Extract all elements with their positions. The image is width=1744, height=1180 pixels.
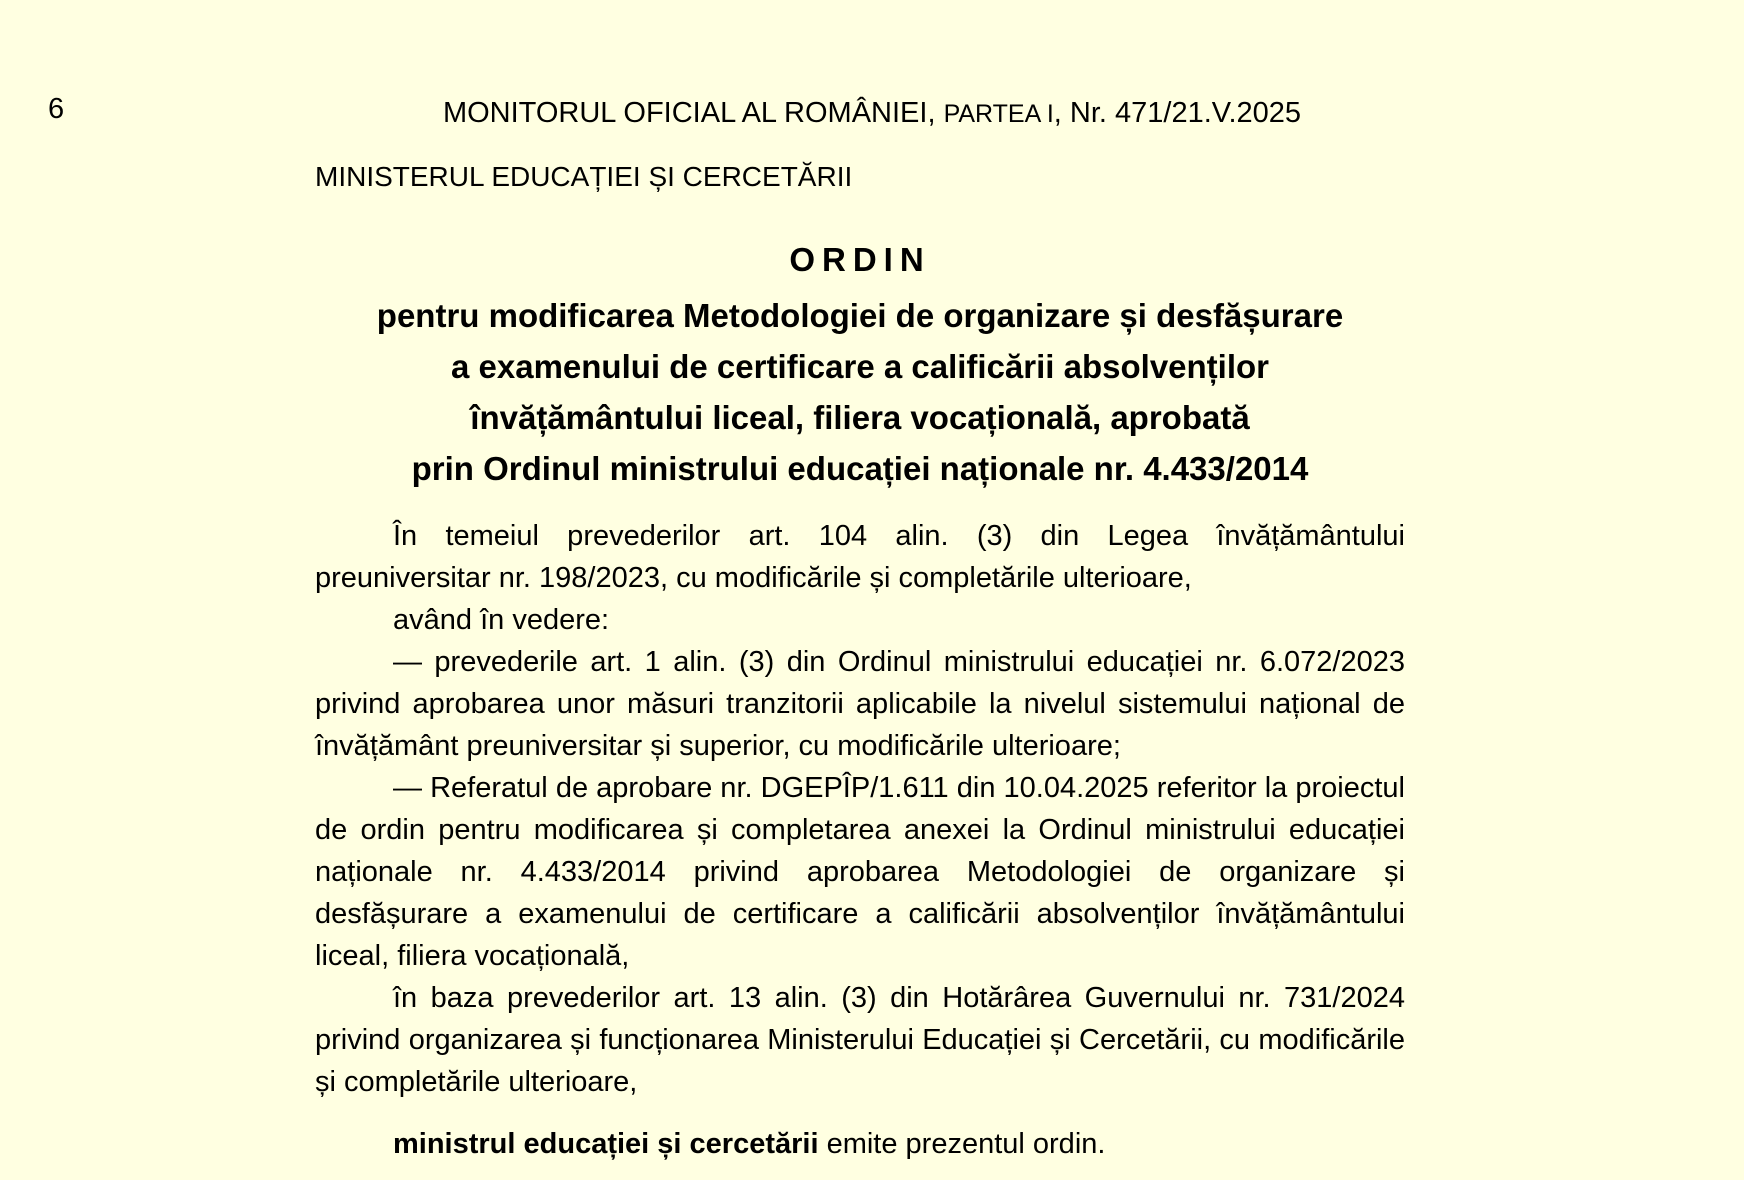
order-title-line: învățământului liceal, filiera vocațională, aprobată (470, 399, 1250, 436)
emitting-clause-text: emite prezentul ordin. (818, 1128, 1106, 1160)
order-heading: ORDIN (789, 241, 931, 278)
preamble-government-decision: în baza prevederilor art. 13 alin. (3) din Hotărârea Guvernului nr. 731/2024 privind organizarea și funcționarea Ministerului Educației și Cercetării, cu modificările și completările ulterioare, (315, 982, 1405, 1098)
emitting-clause (315, 1123, 1405, 1165)
preamble-item-order-6072: — prevederile art. 1 alin. (3) din Ordinul ministrului educației nr. 6.072/2023 privind aprobarea unor măsuri tranzitorii aplicabile la nivelul sistemului național de învățământ preuniversitar și superior, cu modificările ulterioare; (315, 646, 1405, 762)
order-title-line: a examenului de certificare a calificării absolvenților (450, 348, 1270, 385)
order-title (315, 290, 1405, 494)
preamble-legal-basis: În temeiul prevederilor art. 104 alin. (3) din Legea învățământului preuniversitar nr. 198/2023, cu modificările și completările ulterioare, (315, 520, 1405, 594)
running-header-issue: , Nr. 471/21.V.2025 (1053, 97, 1302, 129)
preamble-considering: având în vedere: (393, 604, 610, 636)
issuing-authority: MINISTERUL EDUCAȚIEI ȘI CERCETĂRII (315, 161, 853, 192)
preamble (315, 515, 1405, 1165)
running-header (0, 96, 1744, 131)
order-title-line: prin Ordinul ministrului educației naționale nr. 4.433/2014 (411, 450, 1309, 487)
page-number: 6 (48, 93, 65, 125)
preamble-item-approval-report: — Referatul de aprobare nr. DGEPÎP/1.611 din 10.04.2025 referitor la proiectul de ordin pentru modificarea și completarea anexei la Ordinul ministrului educației naționale nr. 4.433/2014 privind aprobarea Metodologiei de organizare și desfășurare a examenului de certificare a calificării absolvenților învățământului liceal, filiera vocațională, (315, 772, 1405, 972)
running-header-publication: MONITORUL OFICIAL AL ROMÂNIEI, (442, 97, 944, 129)
order-title-line: pentru modificarea Metodologiei de organizare și desfășurare (376, 297, 1344, 334)
running-header-part: PARTEA I (943, 100, 1054, 128)
emitting-authority: ministrul educației și cercetării (393, 1128, 819, 1160)
